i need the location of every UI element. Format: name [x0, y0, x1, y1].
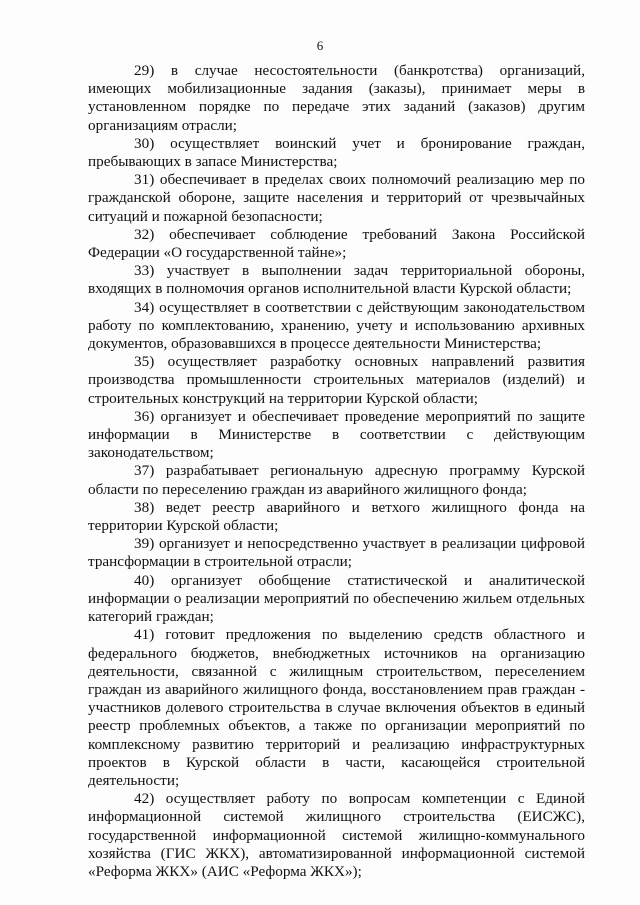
- paragraph-30: 30) осуществляет воинский учет и бронирование граждан, пребывающих в запасе Министерства;: [88, 134, 585, 171]
- paragraph-35: 35) осуществляет разработку основных направлений развития производства промышленности строительных материалов (изделий) и строительных конструкций на территории Курской области;: [88, 353, 585, 407]
- paragraph-34: 34) осуществляет в соответствии с действующим законодательством работу по комплектованию, хранению, учету и использованию архивных документов, образовавшихся в процессе деятельности Министерства;: [88, 298, 585, 353]
- paragraph-41: 41) готовит предложения по выделению средств областного и федерального бюджетов, внебюджетных источников на организацию деятельности, связанной с жилищным строительством, переселением граждан из аварийного жилищного фонда, восстановлением прав граждан - участников долевого строительства в случае включения объектов в единый реестр проблемных объектов, а также по организации мероприятий по комплексному развитию территорий и реализацию инфраструктурных проектов в Курской области в части, касающейся строительной деятельности;: [88, 626, 585, 789]
- page-number: 6: [316, 38, 324, 53]
- paragraph-37: 37) разрабатывает региональную адресную программу Курской области по переселению граждан из аварийного жилищного фонда;: [88, 462, 585, 498]
- paragraph-39: 39) организует и непосредственно участвует в реализации цифровой трансформации в строительной отрасли;: [88, 535, 585, 571]
- paragraph-29: 29) в случае несостоятельности (банкротства) организаций, имеющих мобилизационные задания (заказы), принимает меры в установленном порядке по передаче этих заданий (заказов) другим организациям отрасли;: [88, 62, 585, 134]
- paragraph-42: 42) осуществляет работу по вопросам компетенции с Единой информационной системой жилищного строительства (ЕИСЖС), государственной информационной системой жилищно-коммунального хозяйства (ГИС ЖКХ), автоматизированной информационной системой «Реформа ЖКХ» (АИС «Реформа ЖКХ»);: [88, 790, 585, 880]
- paragraph-38: 38) ведет реестр аварийного и ветхого жилищного фонда на территории Курской области;: [88, 498, 585, 535]
- paragraph-32: 32) обеспечивает соблюдение требований Закона Российской Федерации «О государственной тайне»;: [88, 225, 585, 262]
- paragraph-33: 33) участвует в выполнении задач территориальной обороны, входящих в полномочия органов исполнительной власти Курской области;: [88, 262, 585, 298]
- paragraph-36: 36) организует и обеспечивает проведение мероприятий по защите информации в Министерстве в соответствии с действующим законодательством;: [88, 407, 585, 462]
- paragraph-31: 31) обеспечивает в пределах своих полномочий реализацию мер по гражданской обороне, защите населения и территорий от чрезвычайных ситуаций и пожарной безопасности;: [88, 171, 585, 225]
- document-body: [88, 62, 585, 881]
- paragraph-40: 40) организует обобщение статистической и аналитической информации о реализации мероприятий по обеспечению жильем отдельных категорий граждан;: [88, 571, 585, 626]
